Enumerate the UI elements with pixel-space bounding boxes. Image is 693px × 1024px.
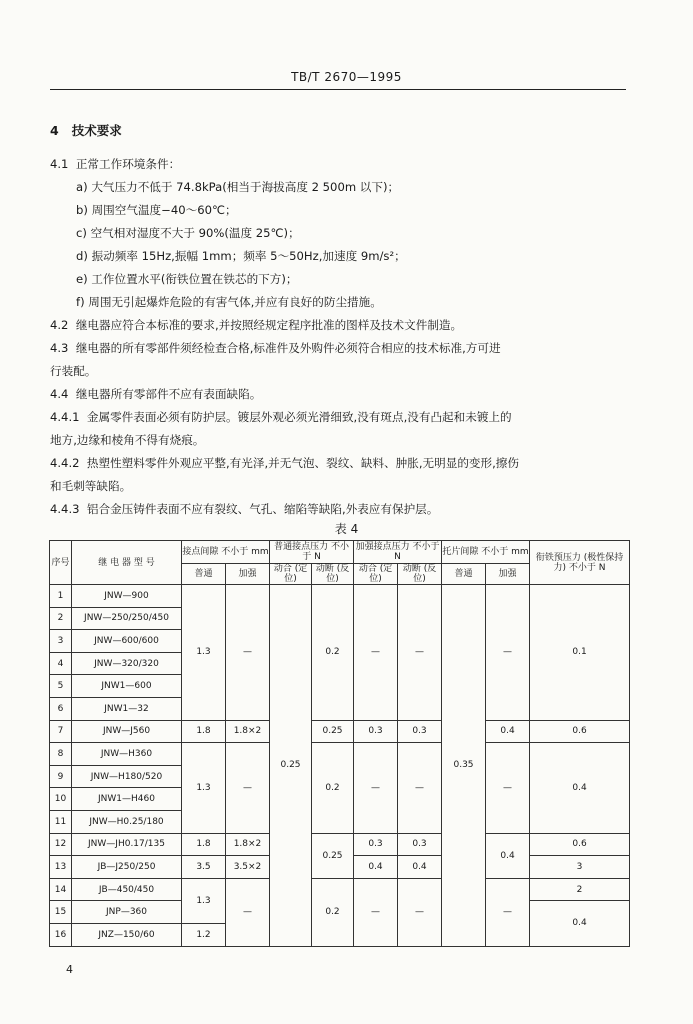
value-cell: 0.4 — [354, 856, 398, 879]
value-cell: 0.2 — [312, 878, 354, 946]
table-row — [50, 720, 630, 743]
value-cell: — — [486, 585, 530, 721]
clause-number: 4.4.1 — [50, 410, 80, 424]
model-cell: JNW—H0.25/180 — [72, 810, 182, 833]
clause-number: 4.2 — [50, 318, 69, 332]
clause — [50, 501, 438, 517]
value-cell: 0.4 — [486, 833, 530, 878]
sub-reinforced: 加强 — [486, 564, 530, 585]
clause-number: 4.1 — [50, 157, 69, 171]
sub-make: 动合 (定位) — [270, 564, 312, 585]
header-model: 继 电 器 型 号 — [72, 541, 182, 585]
table-row — [50, 743, 630, 766]
value-cell: 0.6 — [530, 833, 630, 856]
clause-continuation: 行装配。 — [50, 364, 97, 378]
model-cell: JNW—H180/520 — [72, 765, 182, 788]
header-reinforced-pressure: 加强接点压力 不小于 N — [354, 541, 442, 564]
clause — [50, 340, 501, 356]
clause-number: 4.3 — [50, 341, 69, 355]
value-cell: — — [398, 743, 442, 833]
value-cell: — — [486, 743, 530, 833]
value-cell: — — [226, 743, 270, 833]
header-seq: 序号 — [50, 541, 72, 585]
row-number: 13 — [50, 856, 72, 879]
model-cell: JNW—H360 — [72, 743, 182, 766]
table-row — [50, 585, 630, 608]
sub-normal: 普通 — [182, 564, 226, 585]
model-cell: JNW1—H460 — [72, 788, 182, 811]
value-cell: 1.3 — [182, 585, 226, 721]
clause-continuation: 和毛刺等缺陷。 — [50, 479, 132, 493]
sub-normal: 普通 — [442, 564, 486, 585]
row-number: 5 — [50, 675, 72, 698]
row-number: 8 — [50, 743, 72, 766]
value-cell: 1.8×2 — [226, 833, 270, 856]
value-cell: 0.4 — [398, 856, 442, 879]
row-number: 7 — [50, 720, 72, 743]
model-cell: JB—450/450 — [72, 878, 182, 901]
clause-text: 继电器的所有零部件须经检查合格,标准件及外购件必须符合相应的技术标准,方可进 — [75, 341, 501, 355]
model-cell: JNW—900 — [72, 585, 182, 608]
value-cell: — — [354, 878, 398, 946]
clause-text: 铝合金压铸件表面不应有裂纹、气孔、缩陷等缺陷,外表应有保护层。 — [86, 502, 439, 516]
model-cell: JNP—360 — [72, 901, 182, 924]
value-cell: 3.5×2 — [226, 856, 270, 879]
clause — [50, 409, 512, 425]
header-gap: 接点间隙 不小于 mm — [182, 541, 270, 564]
model-cell: JNZ—150/60 — [72, 923, 182, 946]
value-cell: 3.5 — [182, 856, 226, 879]
value-cell: — — [354, 743, 398, 833]
section-heading — [50, 123, 122, 139]
value-cell: 1.8 — [182, 720, 226, 743]
clause-text: 热塑性塑料零件外观应平整,有光泽,并无气泡、裂纹、缺料、肿胀,无明显的变形,擦伤 — [86, 456, 519, 470]
row-number: 9 — [50, 765, 72, 788]
row-number: 15 — [50, 901, 72, 924]
clause-text: 继电器应符合本标准的要求,并按照经规定程序批准的图样及技术文件制造。 — [75, 318, 463, 332]
value-cell: 0.3 — [354, 720, 398, 743]
model-cell: JNW1—32 — [72, 697, 182, 720]
value-cell: — — [226, 585, 270, 721]
relay-table — [49, 540, 630, 947]
value-cell: 0.2 — [312, 743, 354, 833]
sub-break: 动断 (反位) — [312, 564, 354, 585]
value-cell: — — [354, 585, 398, 721]
condition-c: c) 空气相对湿度不大于 90%(温度 25℃)； — [76, 226, 300, 240]
condition-f: f) 周围无引起爆炸危险的有害气体,并应有良好的防尘措施。 — [76, 295, 382, 309]
row-number: 12 — [50, 833, 72, 856]
value-cell: 0.25 — [312, 720, 354, 743]
value-cell: — — [398, 585, 442, 721]
clause-text: 金属零件表面必须有防护层。镀层外观必须光滑细致,没有斑点,没有凸起和未镀上的 — [86, 410, 512, 424]
value-cell: 1.8×2 — [226, 720, 270, 743]
header-normal-pressure: 普通接点压力 不小于 N — [270, 541, 354, 564]
value-cell: 2 — [530, 878, 630, 901]
value-cell: 3 — [530, 856, 630, 879]
clause-number: 4.4 — [50, 387, 69, 401]
model-cell: JNW—JH0.17/135 — [72, 833, 182, 856]
value-cell: 1.3 — [182, 878, 226, 923]
value-cell: 0.25 — [270, 585, 312, 947]
condition-b: b) 周围空气温度−40～60℃； — [76, 203, 237, 217]
header-armature: 衔铁预压力 (极性保持力) 不小于 N — [530, 541, 630, 585]
row-number: 11 — [50, 810, 72, 833]
row-number: 10 — [50, 788, 72, 811]
value-cell: 0.25 — [312, 833, 354, 878]
value-cell: 0.2 — [312, 585, 354, 721]
value-cell: 0.6 — [530, 720, 630, 743]
value-cell: 0.1 — [530, 585, 630, 721]
model-cell: JB—J250/250 — [72, 856, 182, 879]
clause-number: 4.4.3 — [50, 502, 80, 516]
sub-reinforced: 加强 — [226, 564, 270, 585]
model-cell: JNW1—600 — [72, 675, 182, 698]
model-cell: JNW—250/250/450 — [72, 607, 182, 630]
sub-break: 动断 (反位) — [398, 564, 442, 585]
model-cell: JNW—320/320 — [72, 652, 182, 675]
clause-text: 继电器所有零部件不应有表面缺陷。 — [75, 387, 262, 401]
value-cell: 1.2 — [182, 923, 226, 946]
value-cell: — — [398, 878, 442, 946]
value-cell: 1.3 — [182, 743, 226, 833]
clause-text: 正常工作环境条件： — [75, 157, 181, 171]
value-cell: 0.35 — [442, 585, 486, 947]
value-cell: 0.4 — [486, 720, 530, 743]
condition-a: a) 大气压力不低于 74.8kPa(相当于海拔高度 2 500m 以下)； — [76, 180, 400, 194]
row-number: 6 — [50, 697, 72, 720]
clause — [50, 317, 462, 333]
table-row — [50, 878, 630, 901]
clause — [50, 156, 180, 172]
clause — [50, 386, 261, 402]
standard-code: TB/T 2670—1995 — [291, 70, 402, 84]
model-cell: JNW—J560 — [72, 720, 182, 743]
value-cell: — — [226, 878, 270, 946]
value-cell: — — [486, 878, 530, 946]
value-cell: 0.4 — [530, 901, 630, 946]
row-number: 2 — [50, 607, 72, 630]
clause-continuation: 地方,边缘和棱角不得有烧痕。 — [50, 433, 205, 447]
value-cell: 0.4 — [530, 743, 630, 833]
value-cell: 0.3 — [398, 833, 442, 856]
condition-e: e) 工作位置水平(衔铁位置在铁芯的下方)； — [76, 272, 298, 286]
row-number: 4 — [50, 652, 72, 675]
value-cell: 0.3 — [398, 720, 442, 743]
sub-make: 动合 (定位) — [354, 564, 398, 585]
row-number: 16 — [50, 923, 72, 946]
row-number: 14 — [50, 878, 72, 901]
condition-d: d) 振动频率 15Hz,振幅 1mm；频率 5～50Hz,加速度 9m/s²； — [76, 249, 406, 263]
table-caption: 表 4 — [334, 522, 359, 536]
value-cell: 1.8 — [182, 833, 226, 856]
value-cell: 0.3 — [354, 833, 398, 856]
section-number: 4 — [50, 123, 59, 138]
page-number: 4 — [66, 963, 73, 976]
section-title: 技术要求 — [71, 123, 122, 138]
model-cell: JNW—600/600 — [72, 630, 182, 653]
row-number: 1 — [50, 585, 72, 608]
table-row — [50, 833, 630, 856]
clause — [50, 455, 519, 471]
header-tip-gap: 托片间隙 不小于 mm — [442, 541, 530, 564]
row-number: 3 — [50, 630, 72, 653]
header-rule — [50, 89, 626, 90]
clause-number: 4.4.2 — [50, 456, 80, 470]
